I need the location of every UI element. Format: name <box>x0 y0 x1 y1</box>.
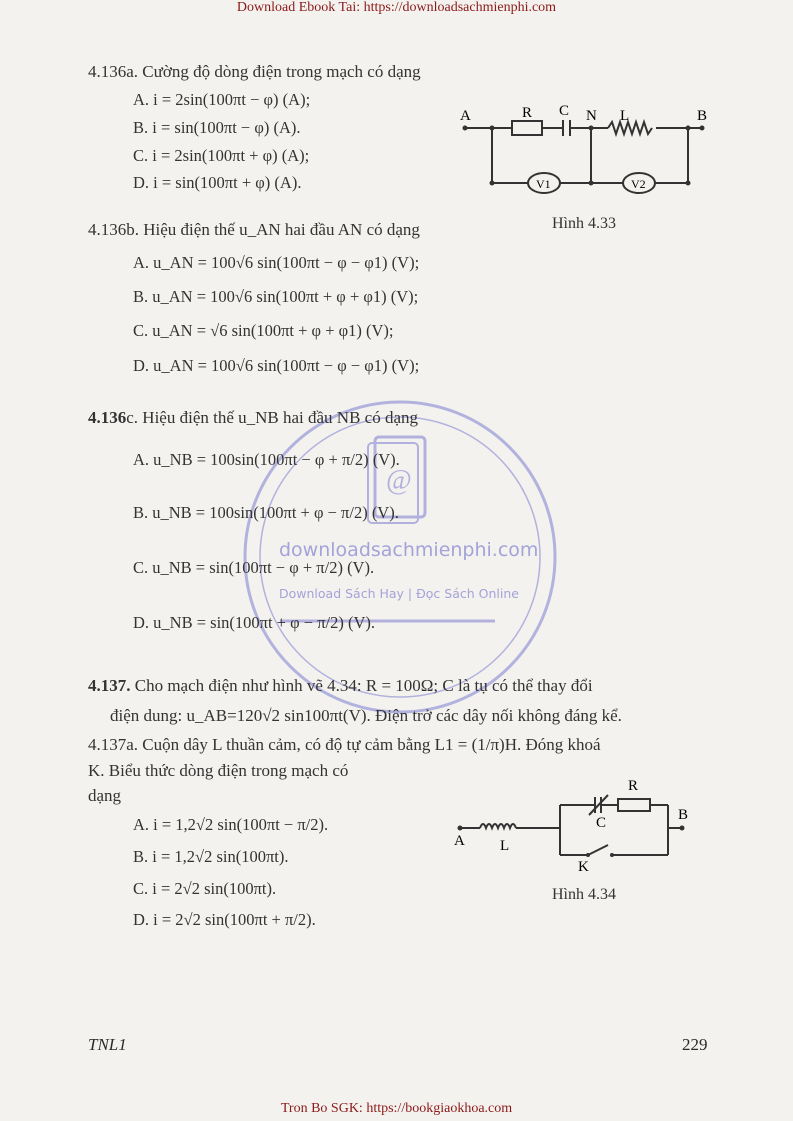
watermark-tagline: Download Sách Hay | Đọc Sách Online <box>279 586 519 601</box>
q136a-option-b: B. i = sin(100πt − φ) (A). <box>133 118 301 137</box>
fig433-label-v2: V2 <box>631 177 646 191</box>
q137-option-b: B. i = 1,2√2 sin(100πt). <box>133 847 289 866</box>
footer-banner[interactable]: Tron Bo SGK: https://bookgiaokhoa.com <box>280 1101 513 1116</box>
q137-option-d: D. i = 2√2 sin(100πt + π/2). <box>133 910 316 929</box>
q137-option-c: C. i = 2√2 sin(100πt). <box>133 879 277 898</box>
q136c-option-a: A. u_NB = 100sin(100πt − φ + π/2) (V). <box>133 450 400 469</box>
q137-line2: điện dung: u_AB=120√2 sin100πt(V). Điện trở các dây nối không đáng kể. <box>110 706 622 725</box>
q136c-option-d: D. u_NB = sin(100πt + φ − π/2) (V). <box>133 613 376 632</box>
fig433-label-n: N <box>586 108 597 124</box>
q136a-option-a: A. i = 2sin(100πt − φ) (A); <box>133 90 311 109</box>
q136a-option-c: C. i = 2sin(100πt + φ) (A); <box>133 146 310 165</box>
fig433-label-b: B <box>697 108 708 124</box>
fig433-label-r: R <box>522 105 533 121</box>
page-number: 229 <box>682 1035 708 1054</box>
figure-4-33-circuit <box>450 100 730 200</box>
q136a-stem: 4.136a. Cường độ dòng điện trong mạch có dạng <box>88 62 421 81</box>
q137-line1 <box>88 676 593 696</box>
fig434-label-l: L <box>500 838 510 854</box>
fig434-label-b: B <box>678 807 689 823</box>
q136b-option-b: B. u_AN = 100√6 sin(100πt + φ + φ1) (V); <box>133 287 419 306</box>
q136b-option-d: D. u_AN = 100√6 sin(100πt − φ − φ1) (V); <box>133 356 420 375</box>
fig433-label-a: A <box>460 108 471 124</box>
svg-text:@: @ <box>386 465 412 496</box>
q136c-number: 4.136 <box>88 408 127 427</box>
fig434-label-a: A <box>454 833 465 849</box>
fig434-label-r: R <box>628 778 639 794</box>
fig433-label-c: C <box>559 103 570 119</box>
fig434-caption: Hình 4.34 <box>552 886 616 903</box>
q137-option-a: A. i = 1,2√2 sin(100πt − π/2). <box>133 815 329 834</box>
figure-4-34-circuit <box>450 773 710 873</box>
q137-line5: dạng <box>88 786 122 805</box>
q136c-option-c: C. u_NB = sin(100πt − φ + π/2) (V). <box>133 558 375 577</box>
q136b-option-a: A. u_AN = 100√6 sin(100πt − φ − φ1) (V); <box>133 253 420 272</box>
watermark-site: downloadsachmienphi.com <box>279 539 539 561</box>
fig433-caption: Hình 4.33 <box>552 215 616 232</box>
fig433-label-l: L <box>620 108 630 124</box>
fig434-label-k: K <box>578 859 589 873</box>
footer-left-code: TNL1 <box>88 1035 127 1054</box>
q136b-option-c: C. u_AN = √6 sin(100πt + φ + φ1) (V); <box>133 321 394 340</box>
fig433-label-v1: V1 <box>536 177 551 191</box>
q136c-stem-text: c. Hiệu điện thế u_NB hai đầu NB có dạng <box>126 408 419 427</box>
q137-number: 4.137. <box>88 676 131 695</box>
q136c-option-b: B. u_NB = 100sin(100πt + φ − π/2) (V). <box>133 503 399 522</box>
q136c-stem <box>88 408 418 428</box>
q137-line3: 4.137a. Cuộn dây L thuần cảm, có độ tự cảm bằng L1 = (1/π)H. Đóng khoá <box>88 735 601 754</box>
q137-line4: K. Biểu thức dòng điện trong mạch có <box>88 761 349 780</box>
header-banner[interactable]: Download Ebook Tai: https://downloadsachmienphi.com <box>236 0 557 15</box>
fig434-label-c: C <box>596 815 607 831</box>
q137-line1-text: Cho mạch điện như hình vẽ 4.34: R = 100Ω; C là tụ có thể thay đổi <box>134 676 593 695</box>
q136a-option-d: D. i = sin(100πt + φ) (A). <box>133 173 302 192</box>
q136b-stem: 4.136b. Hiệu điện thế u_AN hai đầu AN có dạng <box>88 220 420 239</box>
